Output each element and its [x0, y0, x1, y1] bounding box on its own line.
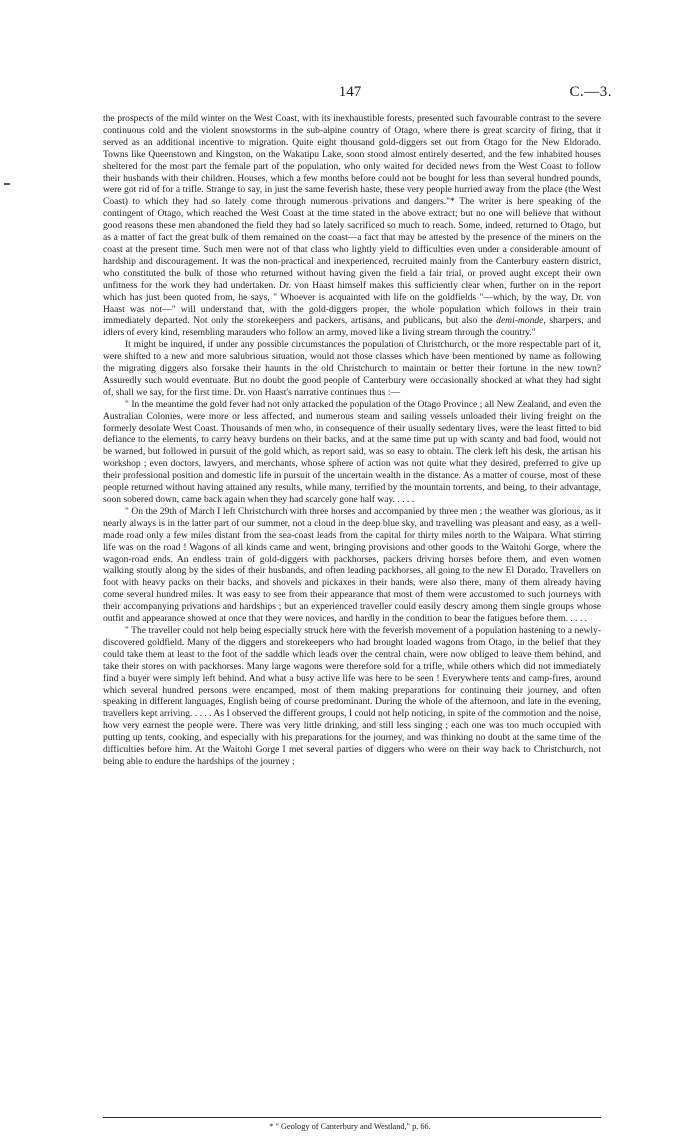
paragraph-1	[103, 113, 601, 339]
paragraph-1-text: the prospects of the mild winter on the West Coast, with its inexhaustible forests, presented such favourable contrast to the severe continuous cold and the violent snowstorms in the sub-alpine country of Otago, where there is great scarcity of firing, that it served as an additional incentive to migration. Quite eight thousand gold-diggers set out from Otago for the New Eldorado. Towns like Queenstown and Kingston, on the Wakatipu Lake, soon stood almost entirely deserted, and the few inhabited houses sheltered for the most part the female part of the population, who only waited for decided news from the West Coast to follow their husbands with their children. Houses, which a few months before could not be bought for less than several hundred pounds, were got rid of for a trifle. Strange to say, in just the same feverish haste, these very people hurried away from the place (the West Coast) to which they had so lately come through numerous privations and dangers."* The writer is here speaking of the contingent of Otago, which reached the West Coast at the time stated in the above extract; but no one will believe that without good reasons these men abandoned the field they had so lately sacrificed so much to reach. Some, indeed, returned to Otago, but as a matter of fact the great bulk of them remained on the coast—a fact that may be attested by the presence of the miners on the coast at the present time. Such men were not of that class who lightly yield to difficulties even under a considerable amount of hardship and discouragement. It was the non-practical and inexperienced, recruited mainly from the Canterbury eastern district, who constituted the bulk of those who returned without having given the field a fair trial, or proved aught except their own unfitness for the work they had undertaken. Dr. von Haast himself makes this sufficiently clear when, further on in the report which has just been quoted from, he says, " Whoever is acquainted with life on the goldfields "—which, by the way, Dr. von Haast was not—" will understand that, with the gold-diggers proper, the whole population which follows in their train immediately departed. Not only the storekeepers and packers, artisans, and publicans, but also the	[103, 113, 601, 327]
page-number: 147	[338, 84, 362, 100]
footnote-rule	[103, 1117, 601, 1118]
paragraph-4: " On the 29th of March I left Christchurch with three horses and accompanied by three men ; the weather was glorious, as it nearly always is in the latter part of our summer, not a cloud in the deep blue sky, and travelling was pleasant and easy, as a well-made road only a few miles distant from the sea-coast leads from the capital for thirty miles north to the Waipara. What stirring life was on the road ! Wagons of all kinds came and went, bringing provisions and other goods to the Waitohi Gorge, where the wagon-road ends. An endless train of gold-diggers with packhorses, packers driving horses before them, and even women walking stoutly along by the sides of their husbands, and often leading packhorses, all going to the new El Dorado. Travellers on foot with heavy packs on their backs, and shovels and pickaxes in their hands, were also there, many of them already having come several hundred miles. It was easy to see from their appearance that most of them were accustomed to such journeys with their accompanying privations and hardships ; but an experienced traveller could easily descry among them single groups whose outfit and appearance showed at once that they were novices, and hardly in the condition to bear the fatigues before them. . . . .	[103, 505, 601, 625]
paragraph-5: " The traveller could not help being especially struck here with the feverish movement of a population hastening to a newly-discovered goldfield. Many of the diggers and storekeepers who had brought loaded wagons from Otago, in the belief that they could take them at least to the foot of the saddle which leads over the central chain, were now obliged to leave them behind, and take their stores on with packhorses. Many large wagons were therefore sold for a trifle, while others which did not immediately find a buyer were simply left behind. And what a busy active life was here to be seen ! Everywhere tents and camp-fires, around which several hundred persons were encamped, most of them making preparations for continuing their journey, and often speaking in different languages, English being of course predominant. During the whole of the afternoon, and late in the evening, travellers kept arriving. . . . . As I observed the different groups, I could not help noticing, in spite of the commotion and the noise, how very earnest the people were. There was very little drinking, and still less singing ; each one was too much occupied with putting up tents, cooking, and especially with his preparations for the journey, and was thinking no doubt at the same time of the difficulties before him. At the Waitohi Gorge I met several parties of diggers who were on their way back to Christchurch, not being able to endure the hardships of the journey ;	[103, 624, 601, 767]
footnote: * " Geology of Canterbury and Westland," p. 66.	[269, 1122, 431, 1131]
paragraph-1-tail: , sharpers, and idlers of every kind, resembling marauders who follow an army, moved like a living stream through the country."	[103, 315, 601, 339]
paragraph-2: It might be inquired, if under any possible circumstances the population of Christchurch, or the more respectable part of it, were shifted to a new and more salubrious situation, would not those classes which have been mentioned by name as following the migrating diggers also forsake their haunts in the old Christchurch to maintain or better their fortune in the new town? Assuredly such would eventuate. But no doubt the good people of Canterbury were occasionally shocked at what they had sight of, shall we say, for the first time. Dr. von Haast's narrative continues thus :—	[103, 339, 601, 398]
page-header	[0, 84, 700, 104]
body-text	[103, 113, 601, 768]
document-reference: C.—3.	[569, 84, 612, 100]
italic-term: demi-monde	[496, 315, 544, 327]
paragraph-3: " In the meantime the gold fever had not only attacked the population of the Otago Province ; all New Zealand, and even the Australian Colonies, were more or less affected, and numerous steam and sailing vessels unloaded their living freight on the formerly desolate West Coast. Thousands of men who, in consequence of their usually sedentary lives, were the least fitted to bid defiance to the elements, to carry heavy burdens on their backs, and at the same time put up with scanty and bad food, would not be warned, but followed in pursuit of the gold which, as report said, was so easy to obtain. The clerk left his desk, the artisan his workshop ; even doctors, lawyers, and merchants, whose sphere of action was not quite what they desired, preferred to give up their professional position and domestic life in pursuit of the uncertain wealth in the distance. As a matter of course, most of these people returned without having attained any results, while many, terrified by the mountain torrents, and being, to their advantage, soon sobered down, came back again when they had scarcely gone half way. . . . .	[103, 398, 601, 505]
margin-mark	[4, 183, 10, 185]
